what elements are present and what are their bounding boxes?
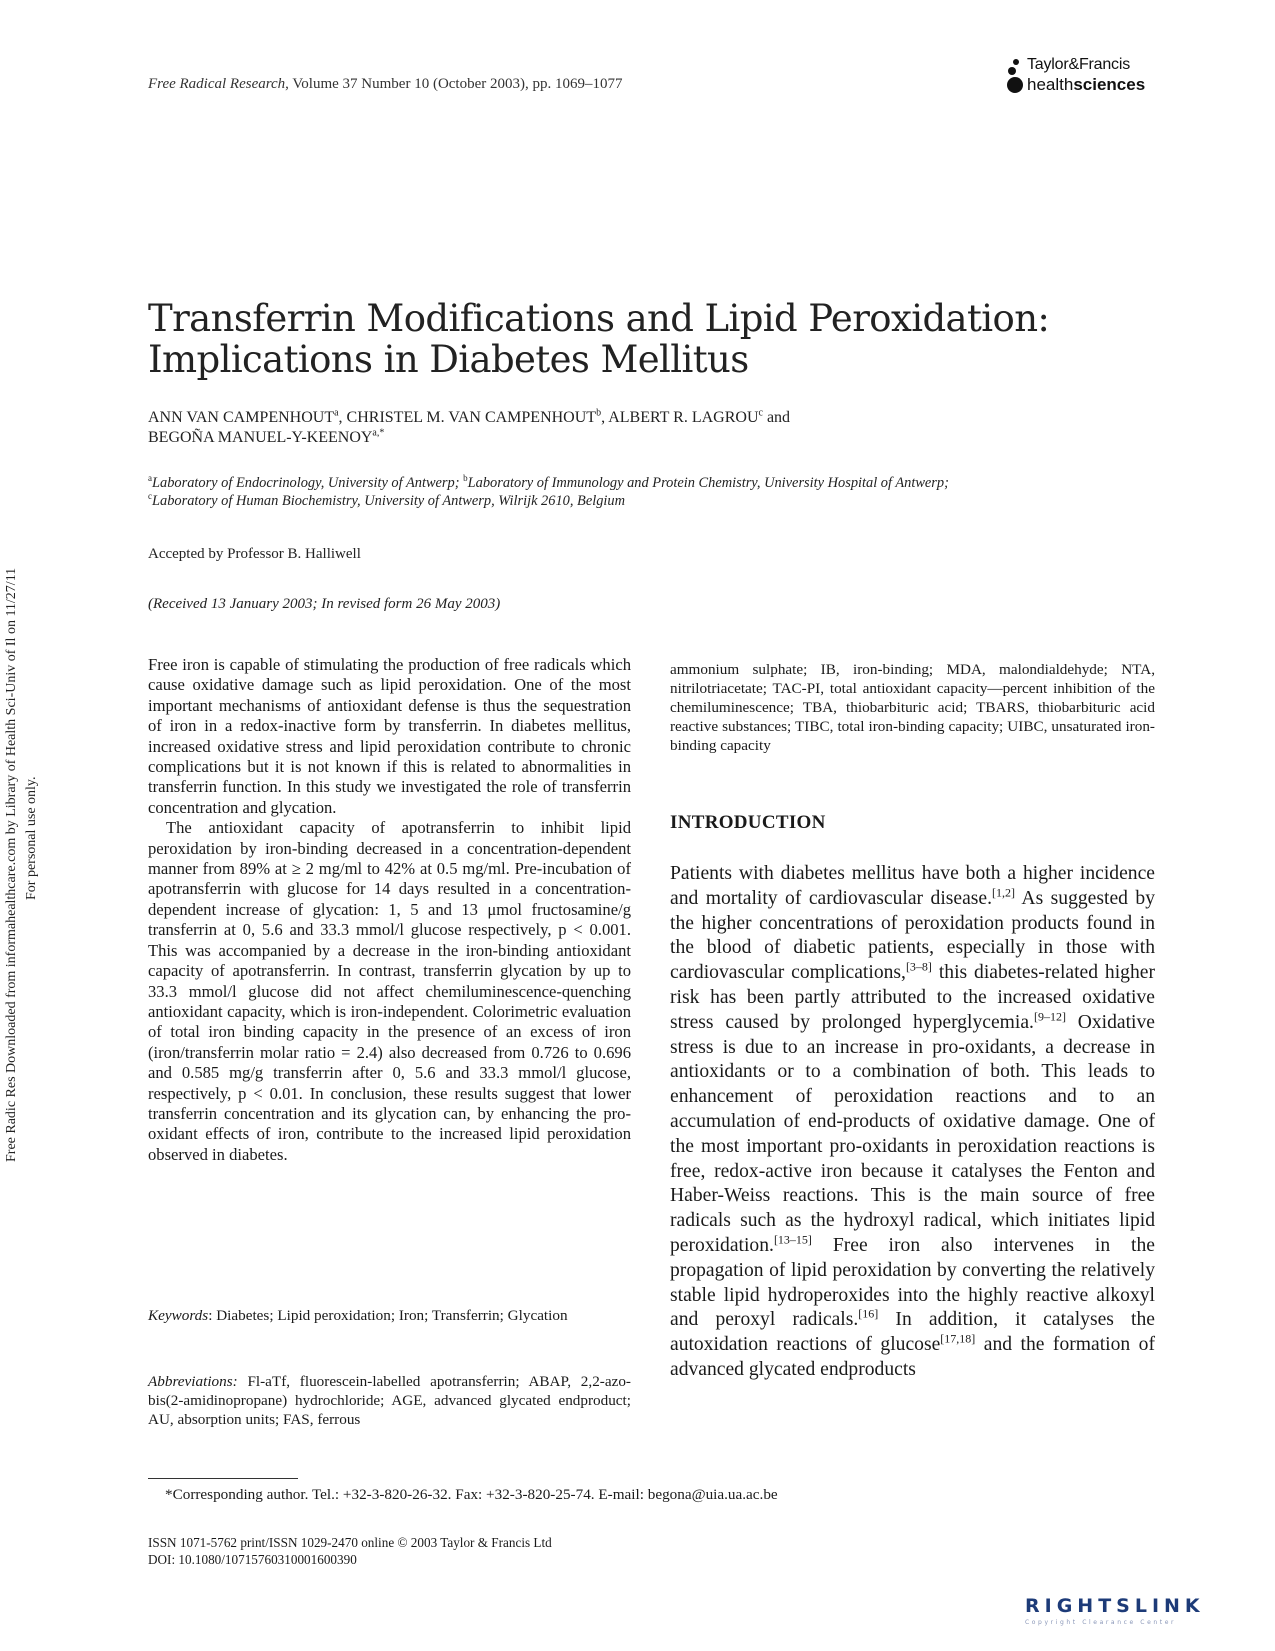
abbreviations: Abbreviations: Fl-aTf, fluorescein-labelled apotransferrin; ABAP, 2,2-azo-bis(2-amidinopropane) hydrochloride; AGE, advanced glycated endproduct; AU, absorption units; FAS, ferrous bbox=[148, 1373, 631, 1428]
abstract-paragraph: The antioxidant capacity of apotransferrin to inhibit lipid peroxidation by iron-binding decreased in a concentration-dependent manner from 89% at ≥ 2 mg/ml to 42% at 0.5 mg/ml. Pre-incubation of apotransferrin with glucose for 14 days resulted in a concentration-dependent increase of glycation: 1, 5 and 13 μmol fructosamine/g transferrin at 0, 5.6 and 33.3 mmol/l glucose respectively, p < 0.001. This was accompanied by a decrease in the iron-binding antioxidant capacity of apotransferrin. In contrast, transferrin glycation by up to 33.3 mmol/l glucose did not affect chemiluminescence-quenching antioxidant capacity, which is iron-independent. Colorimetric evaluation of total iron binding capacity in the presence of an excess of iron (iron/transferrin molar ratio = 2.4) also decreased from 0.726 to 0.696 and 0.585 mg/g transferrin after 0, 5.6 and 33.3 mmol/l glucose, respectively, p < 0.01. In conclusion, these results suggest that lower transferrin concentration and its glycation can, by enhancing the pro-oxidant effects of iron, contribute to the increased lipid peroxidation observed in diabetes. bbox=[148, 818, 631, 1164]
received-dates: (Received 13 January 2003; In revised form 26 May 2003) bbox=[148, 596, 501, 612]
citation-ref: [3–8] bbox=[905, 959, 932, 974]
rightslink-logo[interactable] bbox=[1025, 1595, 1255, 1625]
abstract bbox=[148, 655, 631, 1165]
journal-volume-info: , Volume 37 Number 10 (October 2003), pp. 1069–1077 bbox=[285, 76, 623, 92]
rightslink-subtitle: Copyright Clearance Center bbox=[1025, 1619, 1177, 1626]
citation-ref: [1,2] bbox=[992, 885, 1016, 900]
issn-doi-block bbox=[148, 1534, 552, 1568]
citation-ref: [17,18] bbox=[940, 1331, 976, 1346]
author-name: ALBERT R. LAGROU bbox=[608, 409, 759, 426]
publisher-division: healthsciences bbox=[1027, 75, 1146, 94]
citation-ref: [9–12] bbox=[1033, 1009, 1066, 1024]
citation-ref: [13–15] bbox=[773, 1232, 812, 1247]
publisher-logo-dots-icon bbox=[1005, 58, 1027, 94]
download-notice-line1: Free Radic Res Downloaded from informahealthcare.com by Library of Health Sci-Univ of Il on 11/27/11 bbox=[4, 567, 19, 1162]
publisher-name: Taylor&Francis bbox=[1027, 56, 1131, 73]
citation-ref: [16] bbox=[858, 1306, 879, 1321]
rightslink-wordmark: RIGHTSLINK bbox=[1025, 1595, 1205, 1617]
footnote-rule bbox=[148, 1478, 298, 1479]
affiliations: $^a$Laboratory of Endocrinology, University of Antwerp; $^b$Laboratory of Immunology and Protein Chemistry, University Hospital of Antwerp; $^c$Laboratory of Human Biochemistry, University of Antwerp, Wilrijk 2610, Belgium bbox=[148, 473, 949, 509]
author-name: BEGOÑA MANUEL-Y-KEENOY bbox=[148, 429, 373, 446]
doi-line: DOI: 10.1080/10715760310001600390 bbox=[148, 1552, 357, 1567]
publisher-logo bbox=[1005, 56, 1165, 96]
journal-citation bbox=[148, 76, 623, 93]
journal-name: Free Radical Research bbox=[148, 76, 286, 92]
download-notice-line2: For personal use only. bbox=[24, 776, 39, 900]
introduction-text: Patients with diabetes mellitus have both a higher incidence and mortality of cardiovascular disease.[1,2] As suggested by the higher concentrations of peroxidation products found in the blood of diabetic patients, especially in those with cardiovascular complications,[3–8] this diabetes-related higher risk has been partly attributed to the increased oxidative stress caused by prolonged hyperglycemia.[9–12] Oxidative stress is due to an increase in pro-oxidants, a decrease in antioxidants or to a combination of both. This leads to enhancement of peroxidation reactions and to an accumulation of end-products of oxidative damage. One of the most important pro-oxidants in peroxidation reactions is free, redox-active iron because it catalyses the Fenton and Haber-Weiss reactions. This is the main source of free radicals such as the hydroxyl radical, which initiates lipid peroxidation.[13–15] Free iron also intervenes in the propagation of lipid peroxidation by converting the relatively stable lipid hydroperoxides into the highly reactive alkoxyl and peroxyl radicals.[16] In addition, it catalyses the autoxidation reactions of glucose[17,18] and the formation of advanced glycated endproducts bbox=[670, 863, 1155, 1380]
download-notice bbox=[0, 0, 39, 1651]
author-list: ANN VAN CAMPENHOUT$^a$, CHRISTEL M. VAN CAMPENHOUT$^b$, ALBERT R. LAGROU$^c$ and BEGOÑA MANUEL-$Y-KEENOY^{a,*}$ bbox=[148, 407, 791, 446]
author-name: ANN VAN CAMPENHOUT bbox=[148, 409, 335, 426]
keywords: Keywords: Diabetes; Lipid peroxidation; Iron; Transferrin; Glycation bbox=[148, 1307, 568, 1324]
abbreviations-continued: ammonium sulphate; IB, iron-binding; MDA, malondialdehyde; NTA, nitrilotriacetate; TAC-PI, total antioxidant capacity—percent inhibition of the chemiluminescence; TBA, thiobarbituric acid; TBARS, thiobarbituric acid reactive substances; TIBC, total iron-binding capacity; UIBC, unsaturated iron-binding capacity bbox=[670, 661, 1155, 754]
issn-line: ISSN 1071-5762 print/ISSN 1029-2470 online © 2003 Taylor & Francis Ltd bbox=[148, 1535, 552, 1550]
abstract-paragraph: Free iron is capable of stimulating the production of free radicals which cause oxidative damage such as lipid peroxidation. One of the most important mechanisms of antioxidant defense is thus the sequestration of iron in a redox-inactive form by transferrin. In diabetes mellitus, increased oxidative stress and lipid peroxidation contribute to chronic complications but it is not known if this is related to abnormalities in transferrin function. In this study we investigated the role of transferrin concentration and glycation. bbox=[148, 655, 631, 817]
author-name: CHRISTEL M. VAN CAMPENHOUT bbox=[346, 409, 597, 426]
accepted-by: Accepted by Professor B. Halliwell bbox=[148, 546, 361, 562]
article-title: Transferrin Modifications and Lipid Peroxidation: Implications in Diabetes Mellitus bbox=[148, 297, 1050, 381]
corresponding-author-footnote: *Corresponding author. Tel.: +32-3-820-26-32. Fax: +32-3-820-25-74. E-mail: begona@uia.ua.ac.be bbox=[165, 1486, 778, 1503]
section-heading-introduction: INTRODUCTION bbox=[670, 812, 826, 833]
